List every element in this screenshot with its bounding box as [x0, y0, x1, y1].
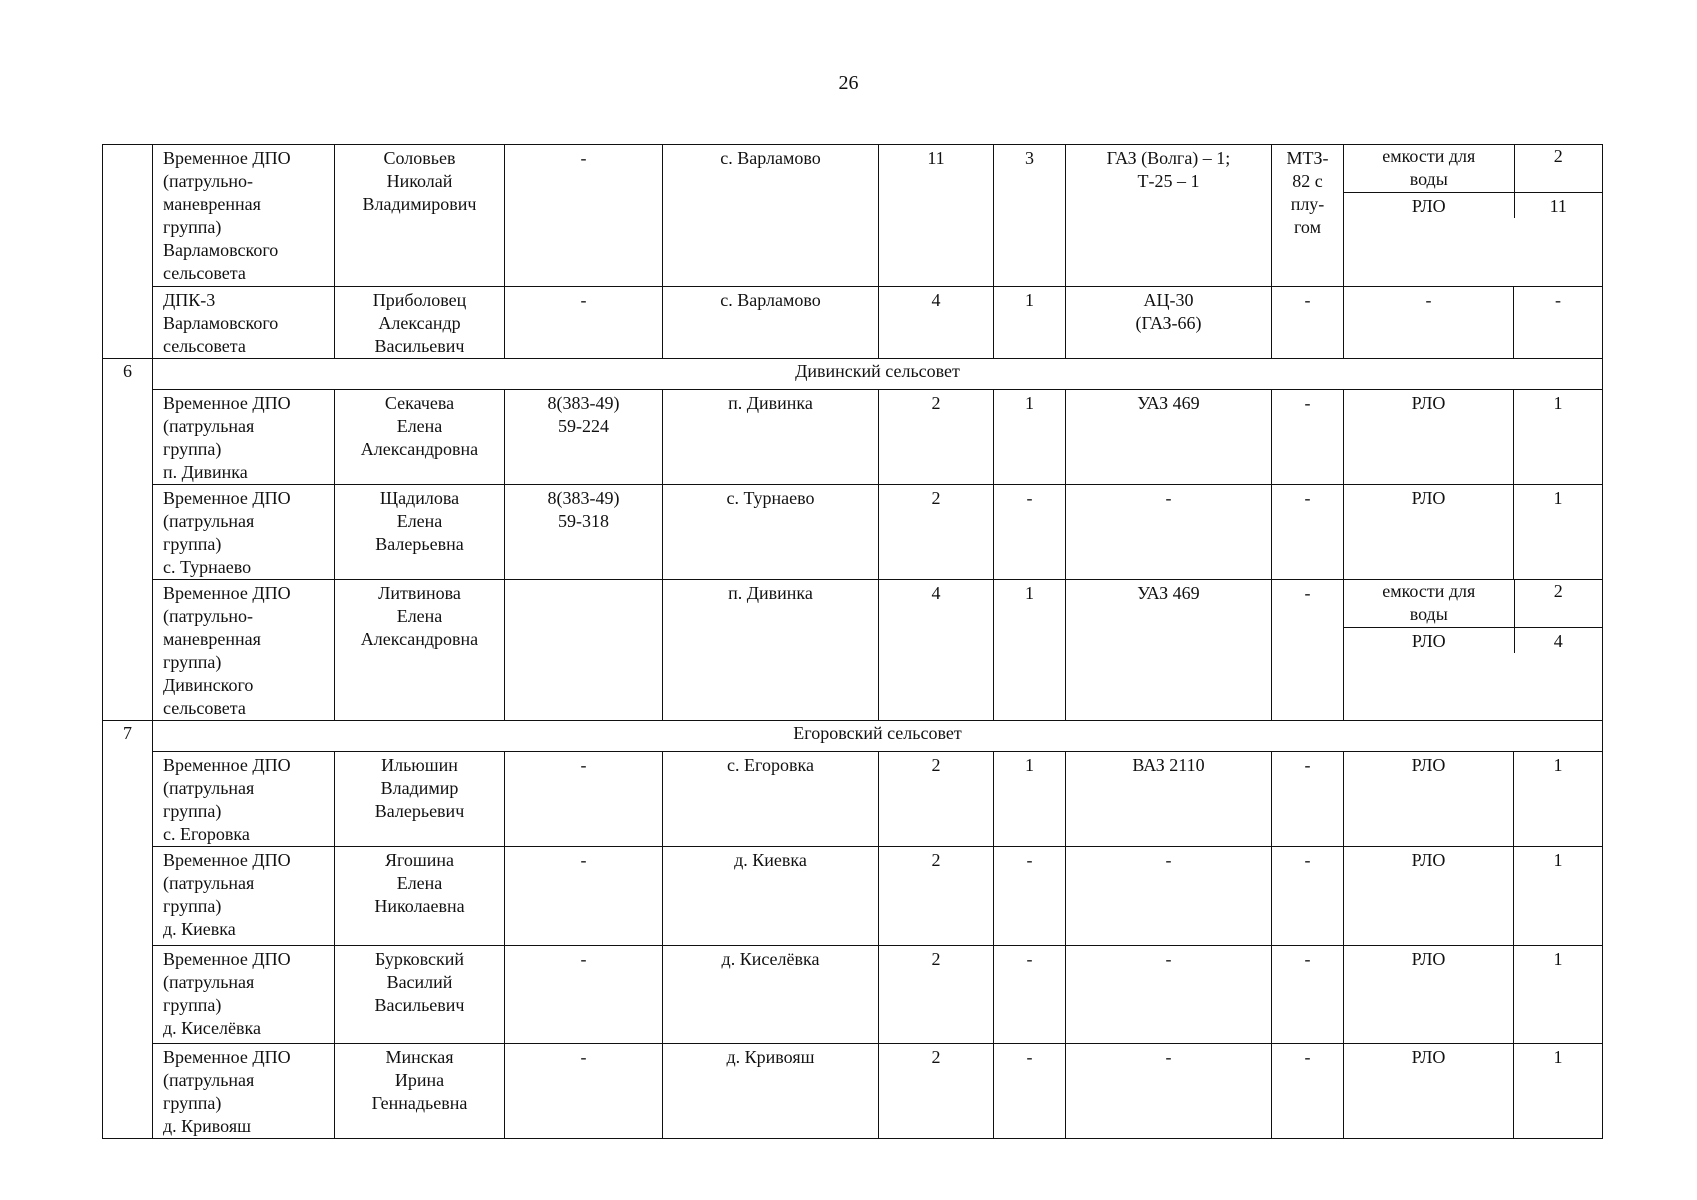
tractor-cell [1272, 390, 1344, 485]
org-line: группа) [163, 217, 222, 237]
org-line: группа) [163, 896, 222, 916]
equipment-name-cell [1344, 145, 1514, 193]
head-line: Ягошина [384, 850, 455, 870]
phone-cell [505, 847, 663, 946]
table-row [103, 485, 1603, 580]
tractor-cell [1272, 847, 1344, 946]
tractor-line: гом [1294, 217, 1321, 237]
vehicles-count-cell: 1 [994, 390, 1066, 485]
equipment-qty-cell: 1 [1514, 390, 1603, 485]
head-line: Василий [386, 972, 453, 992]
tractor-line: - [1304, 1047, 1311, 1067]
org-line: с. Турнаево [163, 557, 252, 577]
org-line: (патрульная [163, 873, 255, 893]
section-row [103, 721, 1603, 752]
tractor-line: - [1304, 583, 1311, 603]
location-cell: д. Киевка [663, 847, 879, 946]
equipment-qty-cell: 2 [1514, 145, 1602, 193]
head-cell [335, 1044, 505, 1139]
head-line: Александр [378, 313, 461, 333]
section-title: Егоровский сельсовет [153, 721, 1603, 752]
equipment-qty-cell: 1 [1514, 946, 1603, 1044]
section-number: 7 [103, 721, 153, 1139]
vehicles-cell [1066, 752, 1272, 847]
phone-cell [505, 752, 663, 847]
vehicles-count-cell: - [994, 847, 1066, 946]
head-cell [335, 485, 505, 580]
org-line: Временное ДПО [163, 488, 291, 508]
vehicles-cell [1066, 287, 1272, 359]
org-line: группа) [163, 534, 222, 554]
equipment-name-cell [1344, 580, 1514, 628]
org-line: Временное ДПО [163, 393, 291, 413]
tractor-line: - [1304, 755, 1311, 775]
phone-cell [505, 287, 663, 359]
people-cell: 2 [879, 946, 994, 1044]
tractor-line: - [1304, 850, 1311, 870]
vehicles-cell [1066, 485, 1272, 580]
tractor-cell [1272, 946, 1344, 1044]
head-cell [335, 752, 505, 847]
location-cell: п. Дивинка [663, 580, 879, 721]
equipment-row [1344, 193, 1602, 219]
org-line: Временное ДПО [163, 755, 291, 775]
head-line: Владимир [380, 778, 459, 798]
equipment-subtable [1344, 145, 1602, 218]
head-line: Васильевич [374, 995, 465, 1015]
equipment-name-line: - [1425, 290, 1432, 310]
tractor-line: - [1304, 290, 1311, 310]
equipment-qty-cell: 1 [1514, 1044, 1603, 1139]
page-number: 26 [838, 72, 859, 94]
vehicles-line: - [1165, 488, 1172, 508]
org-line: (патрульная [163, 511, 255, 531]
head-line: Приболовец [372, 290, 467, 310]
table-row [103, 847, 1603, 946]
equipment-name-line: емкости для [1382, 146, 1476, 166]
org-line: д. Киевка [163, 919, 236, 939]
phone-line: - [580, 949, 587, 969]
org-line: Варламовского [163, 313, 279, 333]
tractor-cell [1272, 752, 1344, 847]
table-row [103, 580, 1603, 721]
equipment-qty-cell: 4 [1553, 631, 1563, 651]
org-line: сельсовета [163, 263, 246, 283]
equipment-name-cell [1344, 1044, 1514, 1139]
vehicles-count-cell: 1 [994, 580, 1066, 721]
tractor-line: плу- [1290, 194, 1325, 214]
equipment-name-line: РЛО [1411, 1047, 1446, 1067]
org-line: Временное ДПО [163, 148, 291, 168]
org-line: с. Егоровка [163, 824, 250, 844]
head-cell [335, 390, 505, 485]
head-cell [335, 580, 505, 721]
org-cell [153, 485, 335, 580]
head-line: Николай [386, 171, 453, 191]
org-line: (патрульная [163, 416, 255, 436]
equipment-name-line: РЛО [1411, 850, 1446, 870]
equipment-name-line: воды [1409, 604, 1448, 624]
tractor-cell [1272, 580, 1344, 721]
org-line: Временное ДПО [163, 1047, 291, 1067]
org-line: группа) [163, 1093, 222, 1113]
org-line: Временное ДПО [163, 583, 291, 603]
people-cell: 2 [879, 752, 994, 847]
equipment-name-cell [1344, 390, 1514, 485]
location-cell: п. Дивинка [663, 390, 879, 485]
head-line: Соловьев [383, 148, 456, 168]
equipment-qty-cell: 1 [1514, 847, 1603, 946]
forces-table [102, 144, 1603, 1139]
org-line: группа) [163, 801, 222, 821]
equipment-name-cell [1344, 485, 1514, 580]
vehicles-cell [1066, 1044, 1272, 1139]
phone-line: 8(383-49) [547, 488, 620, 508]
head-line: Васильевич [374, 336, 465, 356]
location-cell: с. Турнаево [663, 485, 879, 580]
org-line: (патрульно- [163, 171, 254, 191]
phone-cell [505, 946, 663, 1044]
location-cell: с. Варламово [663, 287, 879, 359]
equipment-name-line: РЛО [1411, 631, 1446, 651]
phone-line: - [580, 148, 587, 168]
equipment-name-line: РЛО [1411, 196, 1446, 216]
equipment-name-line: емкости для [1382, 581, 1476, 601]
table-row [103, 1044, 1603, 1139]
org-line: сельсовета [163, 698, 246, 718]
tractor-line: 82 с [1292, 171, 1323, 191]
location-cell: с. Егоровка [663, 752, 879, 847]
org-line: Временное ДПО [163, 949, 291, 969]
phone-cell [505, 390, 663, 485]
vehicles-count-cell: 3 [994, 145, 1066, 287]
org-line: д. Кривояш [163, 1116, 251, 1136]
org-cell [153, 287, 335, 359]
people-cell: 4 [879, 580, 994, 721]
equipment-row [1344, 145, 1602, 193]
people-cell: 2 [879, 1044, 994, 1139]
head-line: Александровна [360, 629, 479, 649]
org-cell [153, 145, 335, 287]
phone-line: - [580, 755, 587, 775]
org-line: маневренная [163, 194, 261, 214]
equipment-qty-cell: 2 [1514, 580, 1602, 628]
vehicles-count-cell: - [994, 946, 1066, 1044]
org-cell [153, 1044, 335, 1139]
tractor-line: - [1304, 393, 1311, 413]
section-row [103, 359, 1603, 390]
head-line: Геннадьевна [371, 1093, 468, 1113]
section-number [103, 145, 153, 359]
head-line: Щадилова [379, 488, 460, 508]
vehicles-line: (ГАЗ-66) [1135, 313, 1202, 333]
equipment-name-line: воды [1409, 169, 1448, 189]
head-line: Ильюшин [381, 755, 458, 775]
equipment-subtable [1344, 580, 1602, 653]
equipment-row [1344, 628, 1602, 654]
org-line: Варламовского [163, 240, 279, 260]
phone-line: - [580, 290, 587, 310]
equipment-name-cell [1344, 752, 1514, 847]
equipment-qty-cell: 1 [1514, 485, 1603, 580]
vehicles-cell [1066, 946, 1272, 1044]
tractor-line: - [1304, 488, 1311, 508]
equipment-split-cell [1344, 145, 1603, 287]
equipment-name-cell [1344, 193, 1514, 219]
equipment-qty-cell: 1 [1514, 752, 1603, 847]
vehicles-line: Т-25 – 1 [1137, 171, 1200, 191]
equipment-qty-cell: - [1514, 287, 1603, 359]
table-row [103, 946, 1603, 1044]
org-line: группа) [163, 995, 222, 1015]
head-line: Литвинова [378, 583, 461, 603]
equipment-row [1344, 580, 1602, 628]
equipment-name-line: РЛО [1411, 949, 1446, 969]
head-cell [335, 946, 505, 1044]
people-cell: 11 [879, 145, 994, 287]
phone-line: 59-224 [558, 416, 609, 436]
vehicles-line: УАЗ 469 [1137, 583, 1200, 603]
table-row [103, 752, 1603, 847]
org-cell [153, 580, 335, 721]
head-line: Владимирович [362, 194, 477, 214]
vehicles-count-cell: - [994, 1044, 1066, 1139]
head-line: Николаевна [374, 896, 465, 916]
head-line: Ирина [394, 1070, 445, 1090]
equipment-name-line: РЛО [1411, 755, 1446, 775]
equipment-name-cell [1344, 946, 1514, 1044]
phone-line: 8(383-49) [547, 393, 620, 413]
equipment-name-cell [1344, 287, 1514, 359]
head-line: Елена [396, 511, 443, 531]
vehicles-count-cell: - [994, 485, 1066, 580]
org-line: (патрульная [163, 1070, 255, 1090]
section-number: 6 [103, 359, 153, 721]
org-line: группа) [163, 439, 222, 459]
vehicles-count-cell: 1 [994, 287, 1066, 359]
vehicles-line: - [1165, 1047, 1172, 1067]
vehicles-line: ВАЗ 2110 [1132, 755, 1205, 775]
vehicles-count-cell: 1 [994, 752, 1066, 847]
location-cell: с. Варламово [663, 145, 879, 287]
org-cell [153, 752, 335, 847]
people-cell: 2 [879, 390, 994, 485]
head-line: Бурковский [374, 949, 465, 969]
equipment-qty-cell: 11 [1549, 196, 1567, 216]
phone-line: - [580, 1047, 587, 1067]
org-line: Временное ДПО [163, 850, 291, 870]
table-row [103, 390, 1603, 485]
tractor-line: МТЗ- [1286, 148, 1329, 168]
head-line: Валерьевич [374, 801, 465, 821]
equipment-name-cell [1344, 847, 1514, 946]
head-cell [335, 847, 505, 946]
vehicles-line: УАЗ 469 [1137, 393, 1200, 413]
vehicles-cell [1066, 390, 1272, 485]
vehicles-cell [1066, 580, 1272, 721]
org-line: (патрульная [163, 972, 255, 992]
head-line: Александровна [360, 439, 479, 459]
phone-line: - [580, 850, 587, 870]
equipment-name-line: РЛО [1411, 488, 1446, 508]
org-cell [153, 847, 335, 946]
section-title: Дивинский сельсовет [153, 359, 1603, 390]
vehicles-line: - [1165, 949, 1172, 969]
people-cell: 4 [879, 287, 994, 359]
org-cell [153, 390, 335, 485]
head-line: Елена [396, 606, 443, 626]
tractor-line: - [1304, 949, 1311, 969]
phone-cell [505, 1044, 663, 1139]
head-line: Елена [396, 416, 443, 436]
tractor-cell [1272, 287, 1344, 359]
table-row [103, 287, 1603, 359]
org-line: д. Киселёвка [163, 1018, 261, 1038]
equipment-name-cell [1344, 628, 1514, 654]
org-line: ДПК-3 [163, 290, 216, 310]
head-line: Елена [396, 873, 443, 893]
org-line: группа) [163, 652, 222, 672]
equipment-name-line: РЛО [1411, 393, 1446, 413]
location-cell: д. Киселёвка [663, 946, 879, 1044]
equipment-split-cell [1344, 580, 1603, 721]
people-cell: 2 [879, 847, 994, 946]
head-line: Минская [385, 1047, 454, 1067]
org-line: п. Дивинка [163, 462, 248, 482]
phone-cell [505, 580, 663, 721]
vehicles-line: АЦ-30 [1143, 290, 1194, 310]
vehicles-cell [1066, 145, 1272, 287]
phone-cell [505, 485, 663, 580]
tractor-cell [1272, 485, 1344, 580]
phone-cell [505, 145, 663, 287]
phone-line: 59-318 [558, 511, 609, 531]
vehicles-cell [1066, 847, 1272, 946]
tractor-cell [1272, 145, 1344, 287]
org-line: маневренная [163, 629, 261, 649]
vehicles-line: - [1165, 850, 1172, 870]
people-cell: 2 [879, 485, 994, 580]
head-cell [335, 145, 505, 287]
org-line: (патрульная [163, 778, 255, 798]
location-cell: д. Кривояш [663, 1044, 879, 1139]
vehicles-line: ГАЗ (Волга) – 1; [1106, 148, 1231, 168]
org-cell [153, 946, 335, 1044]
org-line: (патрульно- [163, 606, 254, 626]
head-line: Секачева [384, 393, 455, 413]
org-line: Дивинского [163, 675, 254, 695]
head-line: Валерьевна [375, 534, 464, 554]
table-row [103, 145, 1603, 287]
org-line: сельсовета [163, 336, 246, 356]
head-cell [335, 287, 505, 359]
tractor-cell [1272, 1044, 1344, 1139]
